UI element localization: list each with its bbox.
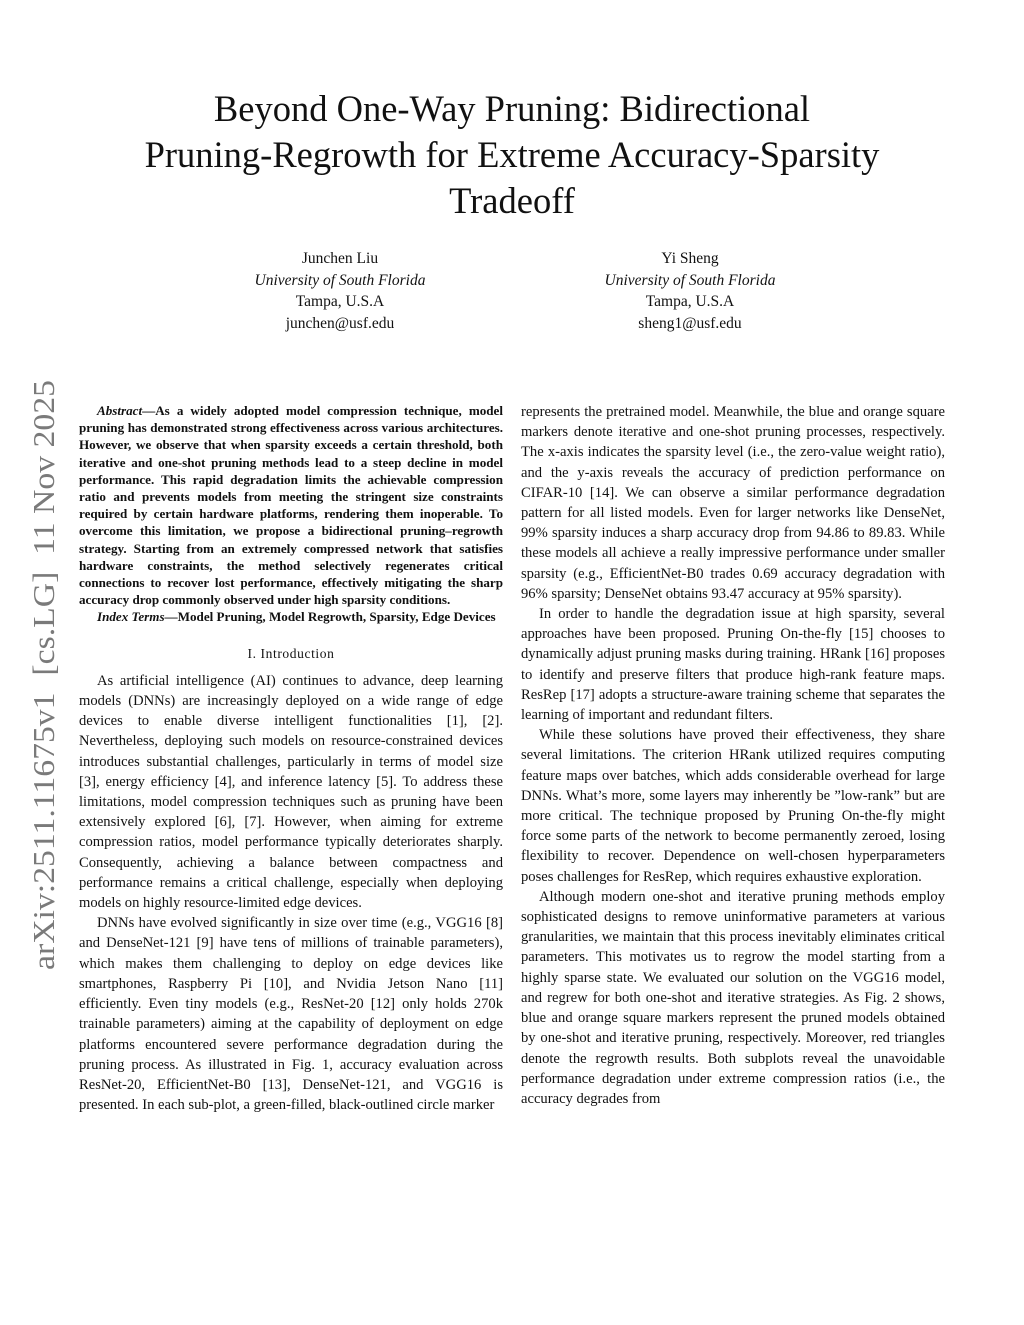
title-line: Tradeoff [449, 180, 575, 221]
index-terms-text: —Model Pruning, Model Regrowth, Sparsity, Edge Devices [164, 609, 496, 625]
paragraph: DNNs have evolved significantly in size over time (e.g., VGG16 [8] and DenseNet-121 [9] have tens of millions of trainable parameters), which makes them challenging to deploy on edge devices like smartphones, Raspberry Pi [10], and Nvidia Jetson Nano [11] efficiently. Even tiny models (e.g., ResNet-20 [12] only holds 270k trainable parameters) aiming at the capability of deployment on edge platforms encountered severe performance degradation during the pruning process. As illustrated in Fig. 1, accuracy evaluation across ResNet-20, EfficientNet-B0 [13], DenseNet-121, and VGG16 is presented. In each sub-plot, a green-filled, black-outlined circle marker [79, 915, 503, 1114]
left-column [79, 402, 503, 1115]
author-email[interactable]: sheng1@usf.edu [638, 314, 742, 332]
author-name: Junchen Liu [301, 250, 379, 267]
abstract [79, 402, 503, 608]
title-line: Beyond One-Way Pruning: Bidirectional [213, 88, 811, 129]
index-terms-lead: Index Terms [97, 609, 165, 625]
title-line: Pruning-Regrowth for Extreme Accuracy-Sparsity [144, 134, 880, 175]
right-column [521, 402, 945, 1109]
paper-title [80, 86, 944, 224]
paragraph: While these solutions have proved their effectiveness, they share several limitations. The criterion HRank utilized requires computing feature maps over batches, which adds considerable overhead for large DNNs. What’s more, some layers may inherently be ”low-rank” but are more critical. The technique proposed by Pruning On-the-fly might force some parts of the network to become permanently zeroed, losing flexibility to recover. Dependence on well-chosen hyperparameters poses challenges for ResRep, which requires exhaustive exploration. [521, 727, 945, 885]
paragraph: As artificial intelligence (AI) continues to advance, deep learning models (DNNs) are increasingly deployed on a wide range of edge devices to enable diverse intelligent functionalities [1], [2]. Nevertheless, deploying such models on resource-constrained devices introduces substantial challenges, particularly in terms of model size [3], energy efficiency [4], and inference latency [5]. To address these limitations, model compression techniques such as pruning have been extensively explored [6], [7]. However, when aiming for extreme compression ratios, model performance typically deteriorates sharply. Consequently, achieving a balance between compactness and performance remains a critical challenge, especially when deploying models on highly resource-limited edge devices. [79, 672, 503, 912]
author-affiliation: University of South Florida [604, 271, 776, 289]
author-name: Yi Sheng [661, 250, 719, 267]
arxiv-stamp-text: arXiv:2511.11675v1 [cs.LG] 11 Nov 2025 [26, 427, 61, 970]
author-block-2 [540, 248, 840, 334]
section-heading: I. Introduction [247, 645, 335, 661]
author-affiliation: University of South Florida [254, 271, 426, 289]
author-location: Tampa, U.S.A [295, 293, 385, 310]
abstract-text: —As a widely adopted model compression technique, model pruning has demonstrated strong effectiveness across various architectures. However, we observe that when sparsity exceeds a certain threshold, both iterative and one-shot pruning methods lead to a steep decline in model performance. This rapid degradation limits the achievable compression ratio and prevents models from meeting the stringent size constraints required by certain hardware platforms, rendering them inoperable. To overcome this limitation, we propose a bidirectional pruning–regrowth strategy. Starting from an extremely compressed network that satisfies hardware constraints, the method selectively regenerates critical connections to recover lost performance, effectively mitigating the sharp accuracy drop commonly observed under high sparsity conditions. [79, 403, 503, 608]
author-location: Tampa, U.S.A [645, 293, 735, 310]
author-block-1 [190, 248, 490, 334]
paragraph: represents the pretrained model. Meanwhile, the blue and orange square markers denote iterative and one-shot pruning processes, respectively. The x-axis indicates the sparsity level (i.e., the zero-value weight ratio), and the y-axis reveals the accuracy of prediction performance on CIFAR-10 [14]. We can observe a similar performance degradation pattern for all listed models. Even for larger networks like DenseNet, 99% sparsity induces a sharp accuracy drop from 94.86 to 89.83. While these models all achieve a really impressive performance under smaller sparsity (e.g., EfficientNet-B0 trades 0.69 accuracy degradation with 96% sparsity; DenseNet obtains 93.47 accuracy at 95% sparsity). [521, 404, 945, 602]
arxiv-side-stamp [18, 370, 68, 970]
paragraph: Although modern one-shot and iterative pruning methods employ sophisticated designs to remove uninformative parameters at various granularities, we maintain that this process inevitably eliminates critical parameters. This motivates us to regrow the model starting from a highly sparse state. We evaluated our solution on the VGG16 model, and regrew for both one-shot and iterative strategies. As Fig. 2 shows, blue and orange square markers represent the pruned models obtained by one-shot and iterative pruning, respectively. Moreover, red triangles denote the regrowth results. Both subplots reveal the unavoidable performance degradation under extreme compression ratios (i.e., the accuracy degrades from [521, 888, 945, 1107]
index-terms [79, 608, 503, 625]
author-email[interactable]: junchen@usf.edu [285, 314, 395, 332]
paragraph: In order to handle the degradation issue at high sparsity, several approaches have been proposed. Pruning On-the-fly [15] chooses to dynamically adjust pruning masks during training. HRank [16] proposes to identify and preserve filters that produce high-rank feature maps. ResRep [17] adopts a structure-aware training scheme that separates the learning of important and redundant filters. [521, 606, 945, 724]
abstract-lead: Abstract [97, 403, 143, 418]
